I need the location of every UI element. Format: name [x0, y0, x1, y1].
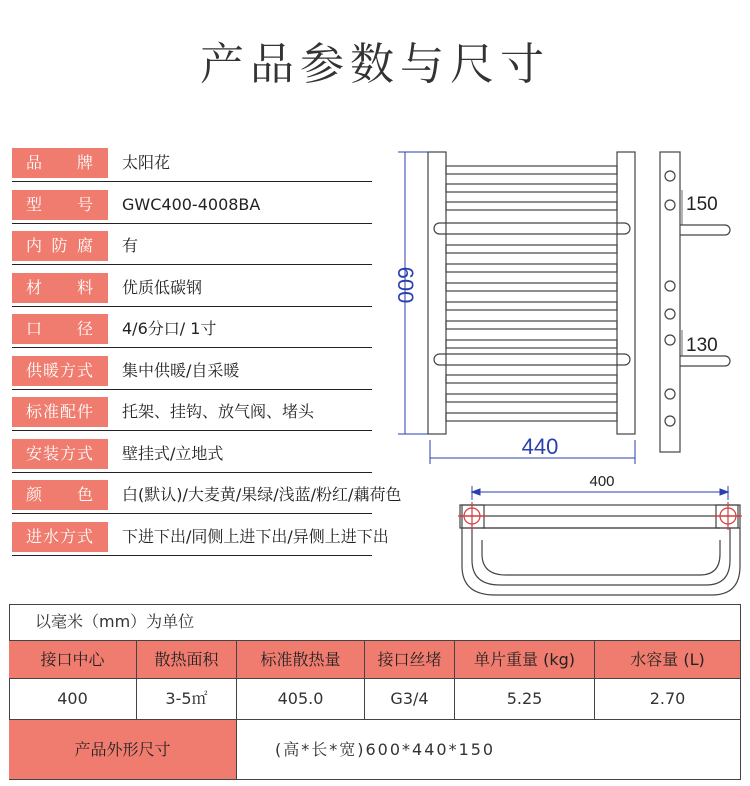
spec-value: 太阳花 — [122, 153, 171, 172]
size-value: (高*长*宽)600*440*150 — [237, 720, 741, 780]
table-cell: 405.0 — [237, 679, 365, 720]
table-cell: 3-5㎡ — [137, 679, 237, 720]
spec-label: 颜色 — [12, 480, 108, 510]
top-width-label: 400 — [589, 473, 615, 490]
radiator-bars — [434, 166, 630, 421]
side-towel-bar-top — [680, 225, 730, 235]
table-cell: 5.25 — [455, 679, 595, 720]
spec-value: 托架、挂钩、放气阀、堵头 — [122, 402, 315, 421]
spec-value: 4/6分口/ 1寸 — [122, 319, 217, 338]
spec-value: 优质低碳钢 — [122, 278, 203, 297]
table-cell: 2.70 — [595, 679, 741, 720]
spec-value: 壁挂式/立地式 — [122, 444, 224, 463]
spec-value: 下进下出/同侧上进下出/异侧上进下出 — [122, 527, 389, 546]
table-header-cell: 接口丝堵 — [365, 641, 455, 679]
spec-label: 标准配件 — [12, 397, 108, 427]
radiator-left-post — [428, 152, 446, 434]
spec-label: 型号 — [12, 190, 108, 220]
spec-label: 供暖方式 — [12, 356, 108, 386]
spec-value: 有 — [122, 236, 139, 255]
unit-note: 以毫米（mm）为单位 — [9, 604, 741, 641]
table-header-cell: 标准散热量 — [237, 641, 365, 679]
spec-value: GWC400-4008BA — [122, 195, 261, 214]
table-cell: 400 — [9, 679, 137, 720]
table-header-cell: 单片重量 (kg) — [455, 641, 595, 679]
table-cell: G3/4 — [365, 679, 455, 720]
spec-label: 内防腐 — [12, 231, 108, 261]
spec-value: 集中供暖/自采暖 — [122, 361, 240, 380]
spec-table — [9, 604, 741, 780]
spec-label: 口径 — [12, 314, 108, 344]
spec-label: 进水方式 — [12, 522, 108, 552]
side-view-holes — [665, 171, 675, 426]
page-title: 产品参数与尺寸 — [200, 39, 550, 90]
table-header-cell: 水容量 (L) — [595, 641, 741, 679]
width-label: 440 — [521, 434, 559, 459]
side-top-label: 150 — [686, 194, 718, 215]
spec-label: 品牌 — [12, 148, 108, 178]
size-label: 产品外形尺寸 — [9, 720, 237, 780]
radiator-side-view — [660, 152, 680, 452]
spec-label: 安装方式 — [12, 439, 108, 469]
side-bottom-label: 130 — [686, 335, 718, 356]
top-view-towel-bars — [462, 528, 740, 595]
table-header-cell: 接口中心 — [9, 641, 137, 679]
side-towel-bar-bottom — [680, 356, 730, 366]
radiator-right-post — [617, 152, 635, 434]
table-header-cell: 散热面积 — [137, 641, 237, 679]
spec-label: 材料 — [12, 273, 108, 303]
height-label: 600 — [393, 266, 418, 304]
spec-value: 白(默认)/大麦黄/果绿/浅蓝/粉红/藕荷色 — [122, 485, 402, 504]
